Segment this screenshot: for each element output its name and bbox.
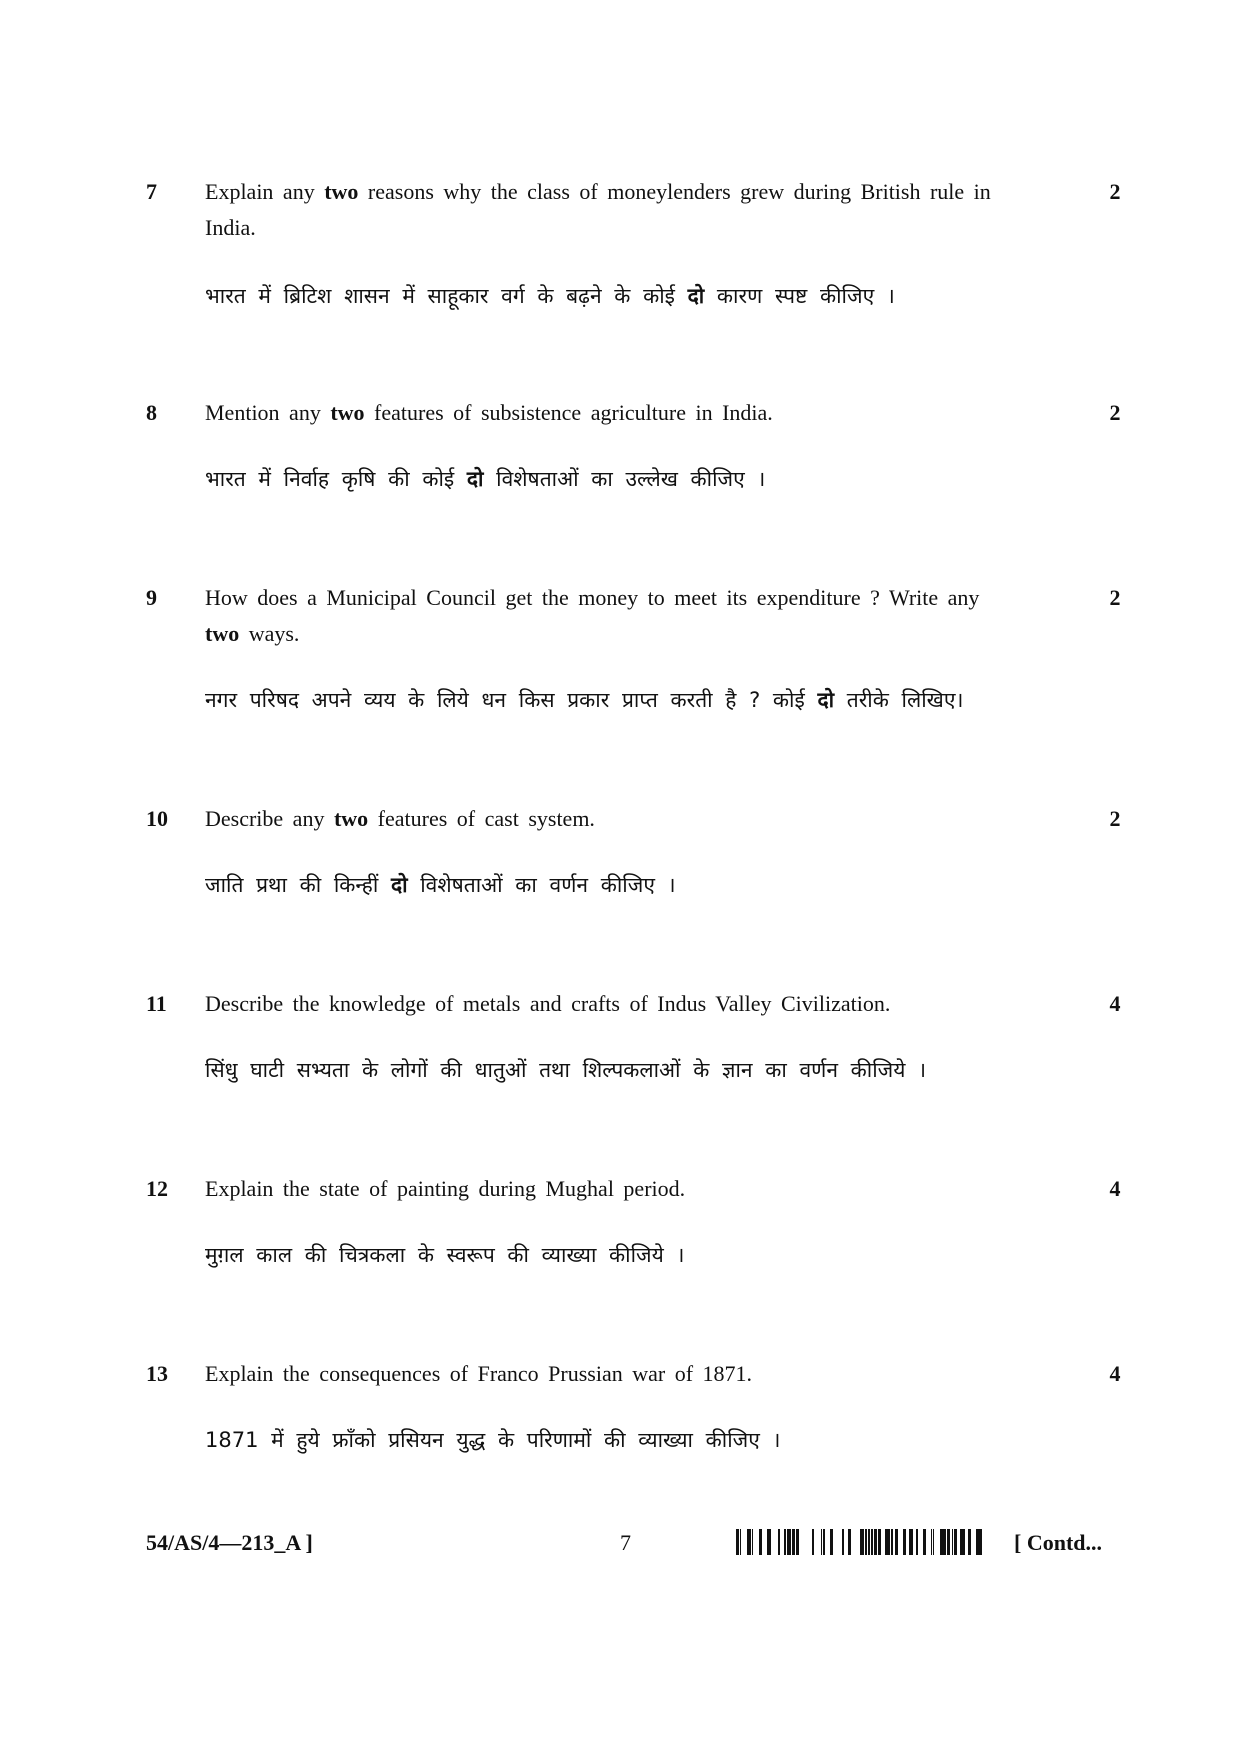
question-text-english: Explain the consequences of Franco Prussian war of 1871. [205, 1361, 753, 1386]
question-text-hindi: भारत में ब्रिटिश शासन में साहूकार वर्ग के बढ़ने के कोई दो कारण स्पष्ट कीजिए । [205, 284, 895, 308]
question-marks: 4 [1109, 991, 1121, 1016]
question-text-english: Describe the knowledge of metals and crafts of Indus Valley Civilization. [205, 991, 891, 1016]
question-marks: 2 [1109, 806, 1121, 831]
question-text-hindi: भारत में निर्वाह कृषि की कोई दो विशेषताओं का उल्लेख कीजिए । [205, 467, 766, 491]
question-number: 11 [146, 991, 167, 1016]
question-marks: 4 [1109, 1176, 1121, 1201]
question-text-hindi: नगर परिषद अपने व्यय के लिये धन किस प्रकार प्राप्त करती है ? कोई दो तरीके लिखिए। [205, 688, 964, 712]
question-number: 9 [146, 585, 157, 610]
question-marks: 2 [1109, 179, 1121, 204]
question-number: 7 [146, 179, 157, 204]
question-marks: 2 [1109, 400, 1121, 425]
question-text-english: How does a Municipal Council get the money to meet its expenditure ? Write any two ways. [205, 585, 980, 646]
question-text-hindi: सिंधु घाटी सभ्यता के लोगों की धातुओं तथा शिल्पकलाओं के ज्ञान का वर्णन कीजिये । [205, 1058, 927, 1082]
question-text-hindi: मुग़ल काल की चित्रकला के स्वरूप की व्याख्या कीजिये । [205, 1243, 685, 1267]
barcode-icon [736, 1529, 986, 1555]
question-marks: 2 [1109, 585, 1121, 610]
question-text-english: Mention any two features of subsistence agriculture in India. [205, 400, 773, 425]
question-text-english: Explain the state of painting during Mughal period. [205, 1176, 686, 1201]
question-text-hindi: 1871 में हुये फ्राँको प्रसियन युद्ध के परिणामों की व्याख्या कीजिए । [205, 1428, 781, 1452]
page-number: 7 [620, 1530, 631, 1555]
question-text-english: Explain any two reasons why the class of moneylenders grew during British rule in India. [205, 179, 991, 240]
question-number: 13 [146, 1361, 168, 1386]
contd-label: [ Contd... [1014, 1530, 1103, 1555]
question-number: 10 [146, 806, 168, 831]
page-footer [0, 1525, 1241, 1565]
question-text-hindi: जाति प्रथा की किन्हीं दो विशेषताओं का वर्णन कीजिए । [205, 873, 676, 897]
paper-code: 54/AS/4—213_A ] [146, 1530, 313, 1555]
question-marks: 4 [1109, 1361, 1121, 1386]
question-number: 8 [146, 400, 157, 425]
question-number: 12 [146, 1176, 168, 1201]
question-text-english: Describe any two features of cast system. [205, 806, 595, 831]
